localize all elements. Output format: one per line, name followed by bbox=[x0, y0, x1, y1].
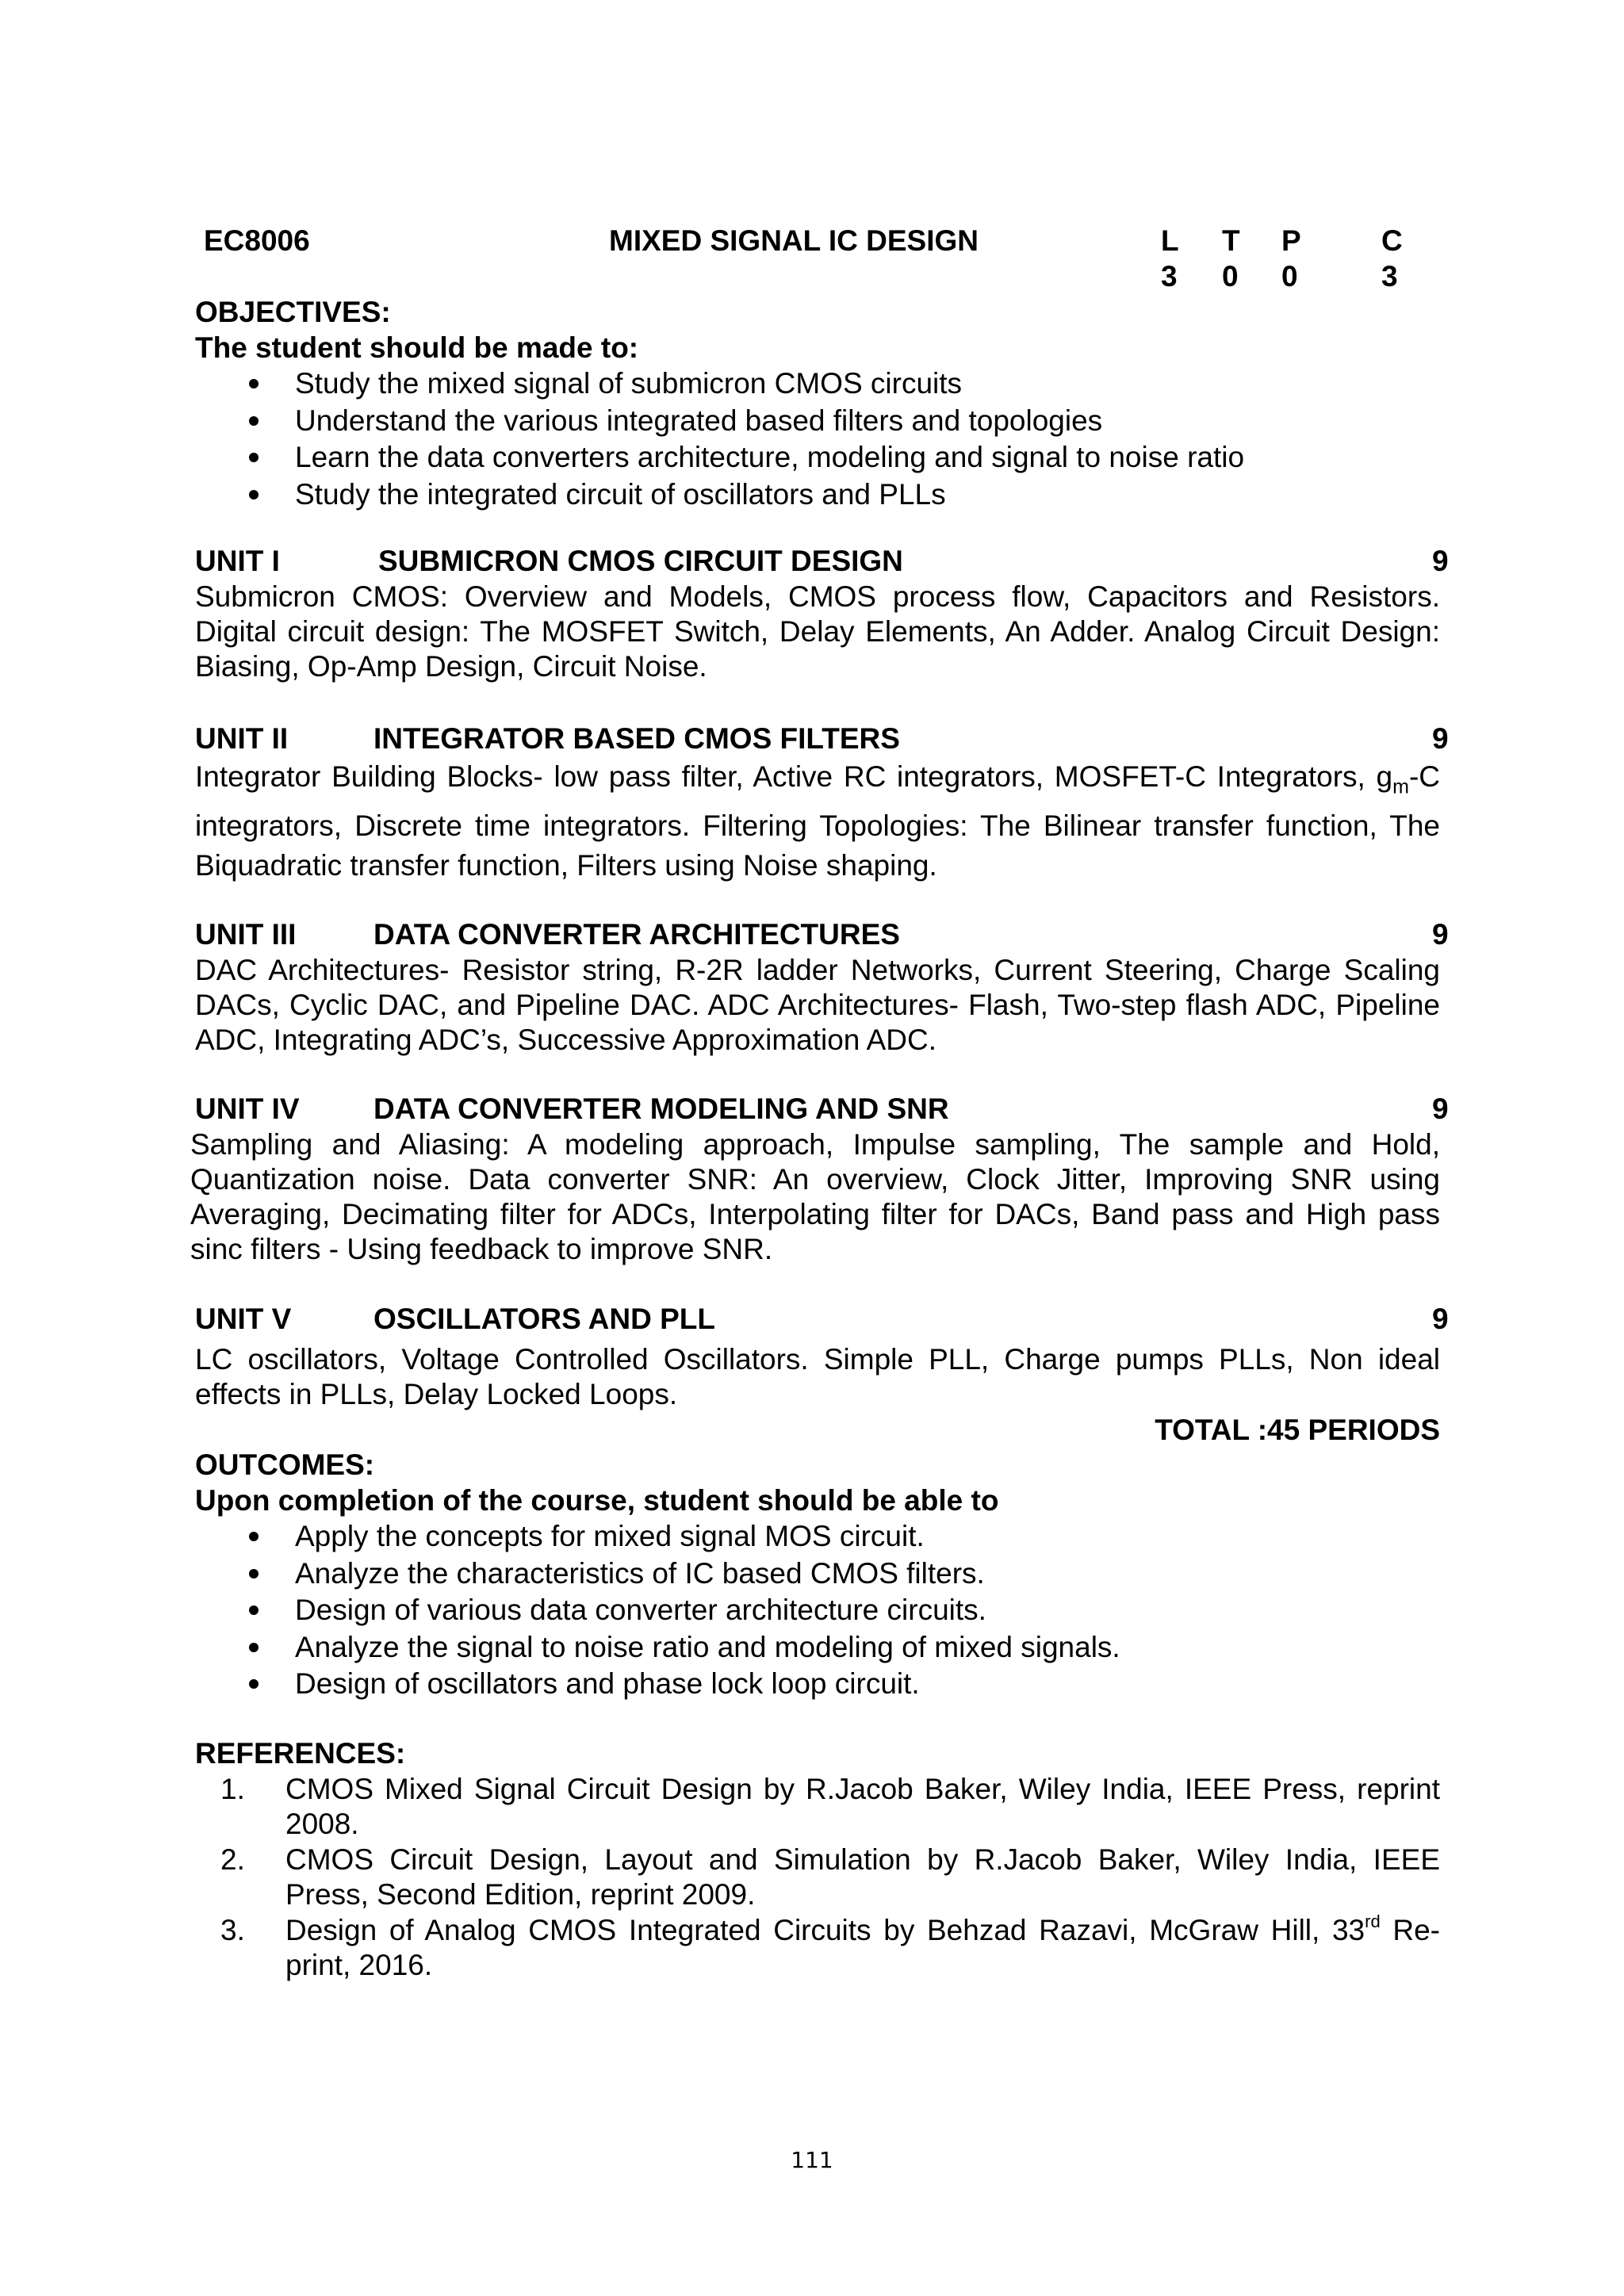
list-item: Understand the various integrated based filters and topologies bbox=[243, 403, 1244, 440]
outcomes-subheading: Upon completion of the course, student should be able to bbox=[195, 1484, 999, 1517]
unit-1-title: SUBMICRON CMOS CIRCUIT DESIGN bbox=[378, 545, 903, 577]
unit-3-hours: 9 bbox=[1432, 918, 1449, 951]
list-item: Learn the data converters architecture, modeling and signal to noise ratio bbox=[243, 439, 1244, 476]
bullet-icon bbox=[249, 453, 259, 462]
bullet-icon bbox=[249, 1679, 259, 1689]
list-item: Design of various data converter architecture circuits. bbox=[243, 1592, 1120, 1629]
unit-4-hours: 9 bbox=[1432, 1093, 1449, 1125]
unit-1-body: Submicron CMOS: Overview and Models, CMOS process flow, Capacitors and Resistors. Digital circuit design: The MOSFET Switch, Delay Elements, An Adder. Analog Circuit Design: Biasing, Op-Amp Design, Circuit Noise. bbox=[195, 580, 1440, 683]
course-code: EC8006 bbox=[204, 224, 310, 257]
unit-3-title: DATA CONVERTER ARCHITECTURES bbox=[373, 918, 900, 951]
unit-5-body: LC oscillators, Voltage Controlled Oscillators. Simple PLL, Charge pumps PLLs, Non ideal effects in PLLs, Delay Locked Loops. bbox=[195, 1343, 1440, 1410]
unit-2-label: UNIT II bbox=[195, 722, 289, 755]
references-list bbox=[195, 1772, 1440, 1983]
bullet-icon bbox=[249, 1569, 259, 1578]
ltpc-value-p: 0 bbox=[1281, 260, 1298, 293]
objectives-subheading: The student should be made to: bbox=[195, 331, 639, 364]
unit-5-title: OSCILLATORS AND PLL bbox=[373, 1303, 715, 1335]
objectives-list bbox=[243, 365, 1244, 513]
ltpc-value-c: 3 bbox=[1381, 260, 1398, 293]
unit-1-label: UNIT I bbox=[195, 545, 280, 577]
list-item: 1. CMOS Mixed Signal Circuit Design by R.Jacob Baker, Wiley India, IEEE Press, reprint 2008. bbox=[220, 1773, 1440, 1840]
list-item: Analyze the signal to noise ratio and modeling of mixed signals. bbox=[243, 1629, 1120, 1667]
objectives-heading: OBJECTIVES: bbox=[195, 296, 391, 328]
bullet-icon bbox=[249, 416, 259, 426]
outcomes-list bbox=[243, 1518, 1120, 1703]
bullet-icon bbox=[249, 1532, 259, 1541]
unit-3-label: UNIT III bbox=[195, 918, 297, 951]
list-item: Analyze the characteristics of IC based CMOS filters. bbox=[243, 1556, 1120, 1593]
ltpc-value-l: 3 bbox=[1161, 260, 1178, 293]
list-item: Design of oscillators and phase lock loop circuit. bbox=[243, 1666, 1120, 1703]
bullet-icon bbox=[249, 490, 259, 499]
bullet-icon bbox=[249, 379, 259, 388]
list-item: Apply the concepts for mixed signal MOS circuit. bbox=[243, 1518, 1120, 1556]
references-heading: REFERENCES: bbox=[195, 1737, 406, 1770]
ltpc-label-l: L bbox=[1161, 224, 1179, 257]
ltpc-value-t: 0 bbox=[1222, 260, 1239, 293]
unit-3-body: DAC Architectures- Resistor string, R-2R ladder Networks, Current Steering, Charge Scaling DACs, Cyclic DAC, and Pipeline DAC. ADC Architectures- Flash, Two-step flash ADC, Pipeline ADC, Integrating ADC’s, Successive Approximation ADC. bbox=[195, 954, 1440, 1056]
ltpc-label-t: T bbox=[1222, 224, 1240, 257]
outcomes-heading: OUTCOMES: bbox=[195, 1448, 375, 1481]
ltpc-label-p: P bbox=[1281, 224, 1301, 257]
unit-2-hours: 9 bbox=[1432, 722, 1449, 755]
bullet-icon bbox=[249, 1643, 259, 1652]
unit-4-title: DATA CONVERTER MODELING AND SNR bbox=[373, 1093, 949, 1125]
bullet-icon bbox=[249, 1605, 259, 1615]
unit-5-hours: 9 bbox=[1432, 1303, 1449, 1335]
list-item: 3. Design of Analog CMOS Integrated Circuits by Behzad Razavi, McGraw Hill, 33rd Re-print, 2016. bbox=[220, 1911, 1440, 1981]
unit-2-body: Integrator Building Blocks- low pass filter, Active RC integrators, MOSFET-C Integrators, $g_m-C$ integrators, Discrete time integrators. Filtering Topologies: The Bilinear transfer function, The Biquadratic transfer function, Filters using Noise shaping. bbox=[195, 760, 1440, 882]
unit-2-title: INTEGRATOR BASED CMOS FILTERS bbox=[373, 722, 900, 755]
list-item: Study the mixed signal of submicron CMOS circuits bbox=[243, 365, 1244, 403]
total-periods: TOTAL :45 PERIODS bbox=[1155, 1414, 1440, 1446]
unit-5-label: UNIT V bbox=[195, 1303, 292, 1335]
page-number: 111 bbox=[791, 2147, 833, 2173]
list-item: Study the integrated circuit of oscillators and PLLs bbox=[243, 476, 1244, 514]
ltpc-label-c: C bbox=[1381, 224, 1403, 257]
unit-4-label: UNIT IV bbox=[195, 1093, 300, 1125]
unit-1-hours: 9 bbox=[1432, 545, 1449, 577]
unit-4-body: Sampling and Aliasing: A modeling approach, Impulse sampling, The sample and Hold, Quantization noise. Data converter SNR: An overview, Clock Jitter, Improving SNR using Averaging, Decimating filter for ADCs, Interpolating filter for DACs, Band pass and High pass sinc filters - Using feedback to improve SNR. bbox=[190, 1128, 1440, 1265]
list-item: 2. CMOS Circuit Design, Layout and Simulation by R.Jacob Baker, Wiley India, IEEE Press, Second Edition, reprint 2009. bbox=[220, 1843, 1440, 1911]
course-title: MIXED SIGNAL IC DESIGN bbox=[609, 224, 979, 257]
